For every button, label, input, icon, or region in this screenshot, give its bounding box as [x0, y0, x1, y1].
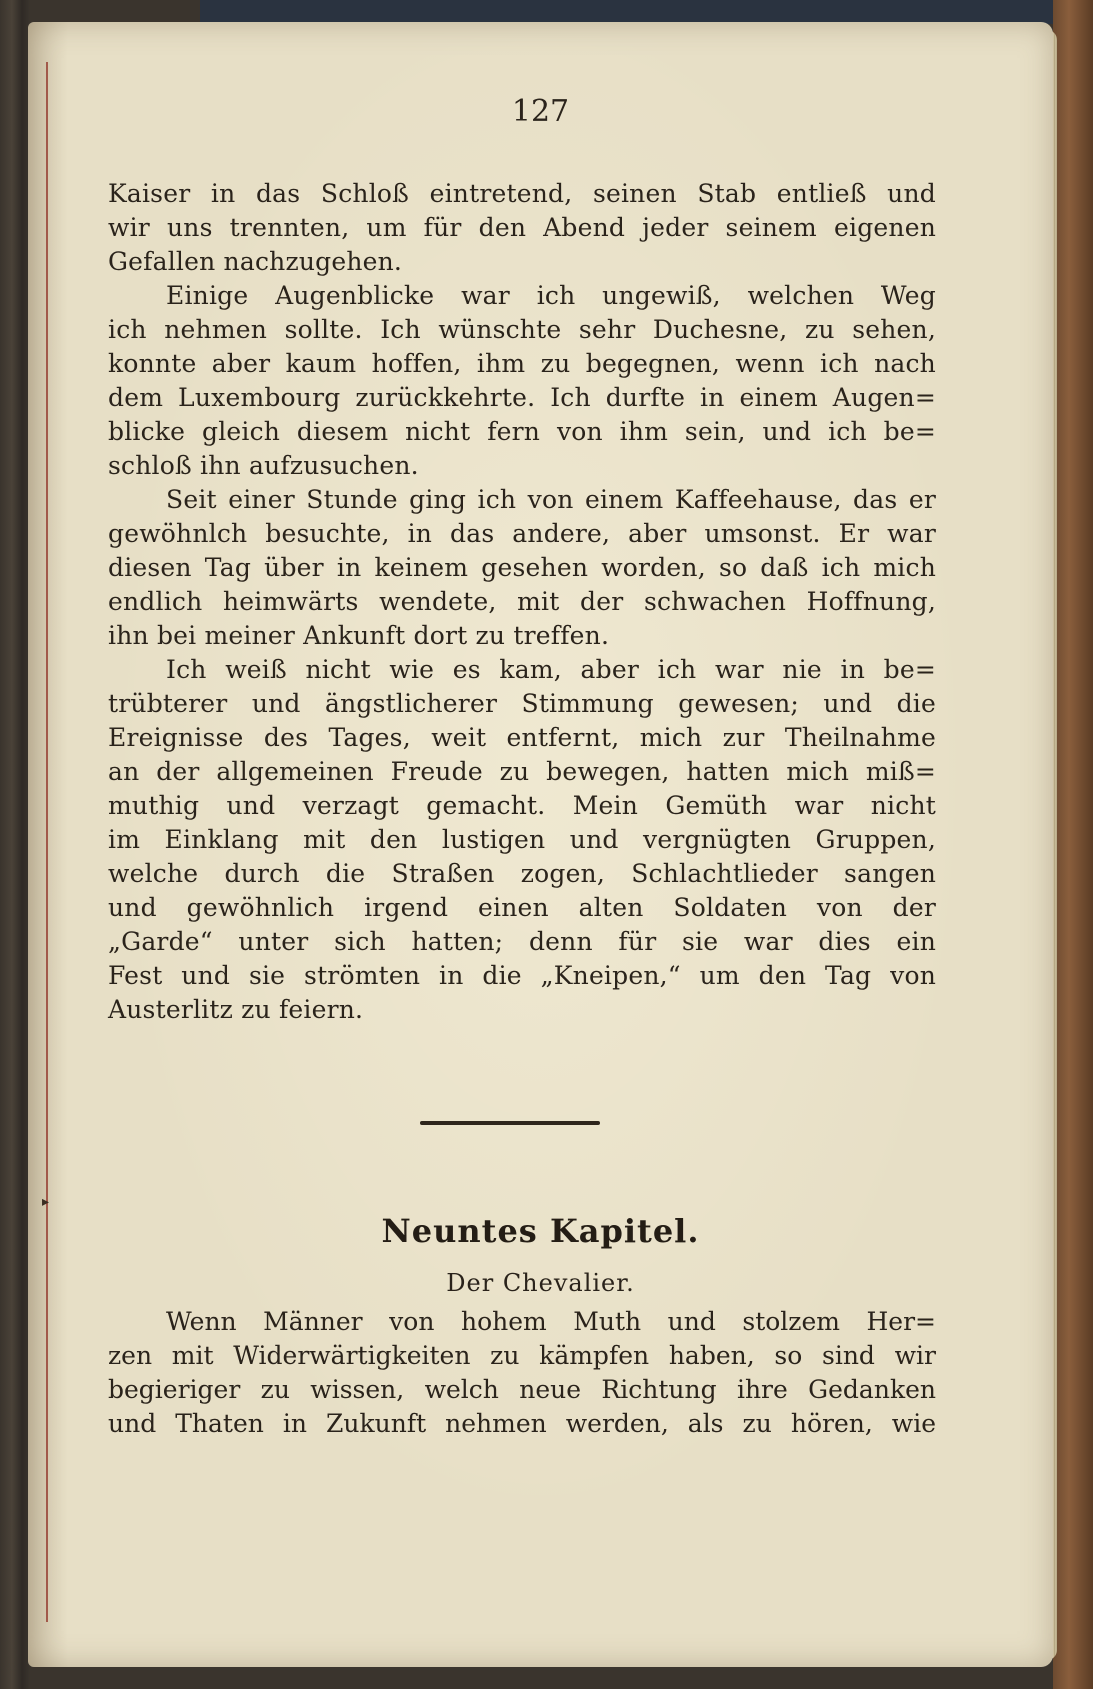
text-line: muthig und verzagt gemacht. Mein Gemüth war nicht	[108, 791, 936, 820]
text-line: und Thaten in Zukunft nehmen werden, als zu hören, wie	[108, 1409, 936, 1438]
text-line: endlich heimwärts wendete, mit der schwachen Hoffnung,	[108, 587, 936, 616]
text-line: diesen Tag über in keinem gesehen worden, so daß ich mich	[108, 553, 936, 582]
text-line: „Garde“ unter sich hatten; denn für sie war dies ein	[108, 927, 936, 956]
text-line: ihn bei meiner Ankunft dort zu treffen.	[108, 621, 610, 650]
text-line: konnte aber kaum hoffen, ihm zu begegnen, wenn ich nach	[108, 349, 936, 378]
chapter-title: Neuntes Kapitel.	[381, 1212, 700, 1250]
book-page	[28, 22, 1053, 1667]
text-line: Kaiser in das Schloß eintretend, seinen Stab entließ und	[108, 179, 936, 208]
text-line: Seit einer Stunde ging ich von einem Kaffeehause, das er	[166, 485, 936, 514]
text-line: und gewöhnlich irgend einen alten Soldaten von der	[108, 893, 936, 922]
book-cover-right-edge	[1053, 0, 1093, 1689]
page-number: 127	[511, 94, 570, 129]
text-line: Einige Augenblicke war ich ungewiß, welchen Weg	[166, 281, 936, 310]
text-line: zen mit Widerwärtigkeiten zu kämpfen haben, so sind wir	[108, 1341, 936, 1370]
text-line: Fest und sie strömten in die „Kneipen,“ um den Tag von	[108, 961, 936, 990]
text-line: dem Luxembourg zurückkehrte. Ich durfte in einem Augen=	[108, 383, 936, 412]
margin-arrow-icon: ▸	[42, 1194, 50, 1210]
text-line: im Einklang mit den lustigen und vergnügten Gruppen,	[108, 825, 936, 854]
text-line: wir uns trennten, um für den Abend jeder seinem eigenen	[108, 213, 936, 242]
text-line: trübterer und ängstlicherer Stimmung gewesen; und die	[108, 689, 936, 718]
chapter-subtitle: Der Chevalier.	[446, 1269, 635, 1297]
chapter-ending-text	[108, 177, 936, 1027]
text-line: welche durch die Straßen zogen, Schlachtlieder sangen	[108, 859, 936, 888]
text-line: begieriger zu wissen, welch neue Richtung ihre Gedanken	[108, 1375, 936, 1404]
book-cover-top-edge	[200, 0, 1093, 24]
text-line: ich nehmen sollte. Ich wünschte sehr Duchesne, zu sehen,	[108, 315, 936, 344]
chapter-opening-text	[108, 1305, 936, 1441]
text-line: blicke gleich diesem nicht fern von ihm sein, und ich be=	[108, 417, 936, 446]
text-line: Austerlitz zu feiern.	[108, 995, 364, 1024]
page-gutter-mark	[46, 62, 48, 1622]
text-line: Gefallen nachzugehen.	[108, 247, 403, 276]
text-line: an der allgemeinen Freude zu bewegen, hatten mich miß=	[108, 757, 936, 786]
text-line: schloß ihn aufzusuchen.	[108, 451, 419, 480]
text-line: gewöhnlch besuchte, in das andere, aber umsonst. Er war	[108, 519, 936, 548]
section-divider	[420, 1121, 600, 1125]
text-line: Ich weiß nicht wie es kam, aber ich war nie in be=	[166, 655, 936, 684]
text-line: Wenn Männer von hohem Muth und stolzem Her=	[166, 1307, 936, 1336]
text-line: Ereignisse des Tages, weit entfernt, mich zur Theilnahme	[108, 723, 936, 752]
